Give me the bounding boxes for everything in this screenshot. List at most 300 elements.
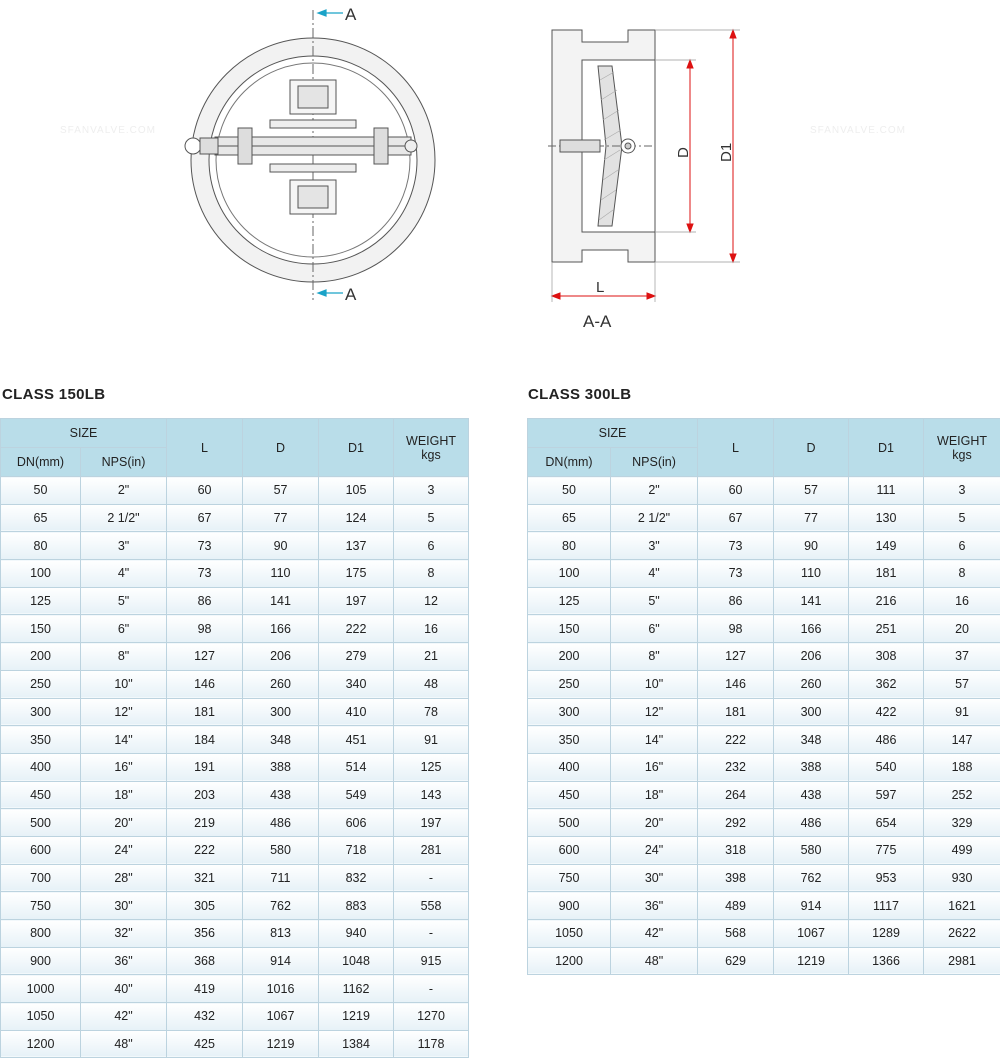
d-cell: 438 xyxy=(774,781,849,809)
nps-cell: 8" xyxy=(611,643,698,671)
nps-cell: 20" xyxy=(611,809,698,837)
d-cell: 1219 xyxy=(774,947,849,975)
d-cell: 762 xyxy=(774,864,849,892)
dn-cell: 750 xyxy=(528,864,611,892)
weight-label: WEIGHT xyxy=(394,434,468,448)
weight-cell: 78 xyxy=(394,698,469,726)
table-row xyxy=(1,920,469,948)
dn-cell: 400 xyxy=(1,753,81,781)
d-cell: 141 xyxy=(243,587,319,615)
dn-cell: 350 xyxy=(1,726,81,754)
dn-cell: 450 xyxy=(1,781,81,809)
d-cell: 711 xyxy=(243,864,319,892)
weight-cell: 8 xyxy=(924,560,1000,588)
weight-cell: 499 xyxy=(924,836,1000,864)
d1-cell: 597 xyxy=(849,781,924,809)
d-cell: 166 xyxy=(774,615,849,643)
table-row xyxy=(1,809,469,837)
table-row xyxy=(1,615,469,643)
weight-cell: 91 xyxy=(924,698,1000,726)
nps-cell: 42" xyxy=(611,920,698,948)
nps-cell: 28" xyxy=(81,864,167,892)
weight-cell: 16 xyxy=(394,615,469,643)
l-cell: 232 xyxy=(698,753,774,781)
section-view-caption: A-A xyxy=(583,312,612,331)
d1-cell: 130 xyxy=(849,504,924,532)
weight-cell: 37 xyxy=(924,643,1000,671)
watermark: SFANVALVE.COM xyxy=(810,125,906,136)
dn-cell: 900 xyxy=(1,947,81,975)
weight-header xyxy=(924,419,1000,477)
table-row xyxy=(528,670,1000,698)
nps-cell: 40" xyxy=(81,975,167,1003)
table-row xyxy=(1,836,469,864)
table-row xyxy=(1,947,469,975)
nps-cell: 5" xyxy=(81,587,167,615)
d1-cell: 422 xyxy=(849,698,924,726)
dn-cell: 450 xyxy=(528,781,611,809)
dn-cell: 1200 xyxy=(528,947,611,975)
table-row xyxy=(1,781,469,809)
l-cell: 67 xyxy=(167,504,243,532)
dn-cell: 100 xyxy=(528,560,611,588)
table-row xyxy=(528,892,1000,920)
d1-cell: 1384 xyxy=(319,1030,394,1058)
d1-cell: 718 xyxy=(319,836,394,864)
d1-cell: 775 xyxy=(849,836,924,864)
nps-cell: 20" xyxy=(81,809,167,837)
technical-drawings xyxy=(0,0,1000,340)
weight-cell: 147 xyxy=(924,726,1000,754)
d1-cell: 340 xyxy=(319,670,394,698)
dn-cell: 1200 xyxy=(1,1030,81,1058)
d-cell: 580 xyxy=(774,836,849,864)
weight-cell: 329 xyxy=(924,809,1000,837)
weight-cell: - xyxy=(394,975,469,1003)
l-cell: 419 xyxy=(167,975,243,1003)
d-cell: 1016 xyxy=(243,975,319,1003)
d1-cell: 410 xyxy=(319,698,394,726)
l-cell: 398 xyxy=(698,864,774,892)
d-cell: 914 xyxy=(243,947,319,975)
table-row xyxy=(528,587,1000,615)
d1-cell: 279 xyxy=(319,643,394,671)
d-cell: 141 xyxy=(774,587,849,615)
table-row xyxy=(1,477,469,505)
weight-cell: - xyxy=(394,864,469,892)
l-cell: 98 xyxy=(698,615,774,643)
weight-cell: 125 xyxy=(394,753,469,781)
l-cell: 98 xyxy=(167,615,243,643)
l-cell: 60 xyxy=(698,477,774,505)
d1-cell: 308 xyxy=(849,643,924,671)
l-cell: 368 xyxy=(167,947,243,975)
dn-cell: 700 xyxy=(1,864,81,892)
table-row xyxy=(1,1003,469,1031)
dn-cell: 65 xyxy=(528,504,611,532)
d-cell: 388 xyxy=(243,753,319,781)
dn-header: DN(mm) xyxy=(1,448,81,477)
d1-cell: 940 xyxy=(319,920,394,948)
nps-header: NPS(in) xyxy=(81,448,167,477)
l-cell: 264 xyxy=(698,781,774,809)
d1-cell: 124 xyxy=(319,504,394,532)
table-row xyxy=(528,698,1000,726)
nps-cell: 2 1/2" xyxy=(81,504,167,532)
table-row xyxy=(1,504,469,532)
weight-label: WEIGHT xyxy=(924,434,1000,448)
table-row xyxy=(528,560,1000,588)
d1-cell: 222 xyxy=(319,615,394,643)
weight-cell: 197 xyxy=(394,809,469,837)
dn-cell: 65 xyxy=(1,504,81,532)
nps-cell: 16" xyxy=(81,753,167,781)
nps-cell: 30" xyxy=(611,864,698,892)
d-cell: 206 xyxy=(774,643,849,671)
nps-cell: 2" xyxy=(611,477,698,505)
table-row xyxy=(1,698,469,726)
table-row xyxy=(528,726,1000,754)
nps-cell: 36" xyxy=(81,947,167,975)
l-cell: 629 xyxy=(698,947,774,975)
table-row xyxy=(528,809,1000,837)
l-cell: 86 xyxy=(167,587,243,615)
nps-cell: 12" xyxy=(611,698,698,726)
d1-cell: 1289 xyxy=(849,920,924,948)
table-row xyxy=(1,726,469,754)
d-cell: 1219 xyxy=(243,1030,319,1058)
weight-cell: 20 xyxy=(924,615,1000,643)
d-cell: 762 xyxy=(243,892,319,920)
d-cell: 486 xyxy=(243,809,319,837)
weight-cell: 930 xyxy=(924,864,1000,892)
nps-cell: 8" xyxy=(81,643,167,671)
d1-cell: 197 xyxy=(319,587,394,615)
d-cell: 166 xyxy=(243,615,319,643)
d1-cell: 654 xyxy=(849,809,924,837)
weight-cell: 3 xyxy=(394,477,469,505)
weight-cell: 558 xyxy=(394,892,469,920)
dn-cell: 250 xyxy=(1,670,81,698)
l-cell: 219 xyxy=(167,809,243,837)
dn-cell: 1050 xyxy=(528,920,611,948)
weight-cell: 1621 xyxy=(924,892,1000,920)
d-cell: 206 xyxy=(243,643,319,671)
weight-unit: kgs xyxy=(394,448,468,462)
dn-cell: 80 xyxy=(1,532,81,560)
nps-cell: 36" xyxy=(611,892,698,920)
nps-cell: 14" xyxy=(81,726,167,754)
dn-cell: 1000 xyxy=(1,975,81,1003)
d-cell: 438 xyxy=(243,781,319,809)
l-cell: 86 xyxy=(698,587,774,615)
dn-cell: 50 xyxy=(528,477,611,505)
class150-table xyxy=(0,418,469,1058)
weight-cell: 91 xyxy=(394,726,469,754)
dn-cell: 500 xyxy=(528,809,611,837)
nps-cell: 10" xyxy=(81,670,167,698)
weight-cell: 21 xyxy=(394,643,469,671)
table-row xyxy=(528,477,1000,505)
weight-unit: kgs xyxy=(924,448,1000,462)
l-cell: 60 xyxy=(167,477,243,505)
d1-cell: 111 xyxy=(849,477,924,505)
weight-cell: 188 xyxy=(924,753,1000,781)
l-cell: 305 xyxy=(167,892,243,920)
l-cell: 181 xyxy=(167,698,243,726)
d-cell: 580 xyxy=(243,836,319,864)
dn-cell: 150 xyxy=(1,615,81,643)
d1-cell: 1162 xyxy=(319,975,394,1003)
d1-header: D1 xyxy=(319,419,394,477)
d1-cell: 216 xyxy=(849,587,924,615)
weight-cell: 8 xyxy=(394,560,469,588)
dn-cell: 900 xyxy=(528,892,611,920)
dn-cell: 150 xyxy=(528,615,611,643)
section-marker-top: A xyxy=(345,5,357,24)
nps-cell: 42" xyxy=(81,1003,167,1031)
d1-cell: 1117 xyxy=(849,892,924,920)
weight-cell: 2981 xyxy=(924,947,1000,975)
class300-title: CLASS 300LB xyxy=(528,386,631,403)
dn-cell: 300 xyxy=(528,698,611,726)
dn-cell: 125 xyxy=(528,587,611,615)
weight-cell: 3 xyxy=(924,477,1000,505)
weight-cell: 252 xyxy=(924,781,1000,809)
nps-cell: 18" xyxy=(81,781,167,809)
l-cell: 146 xyxy=(698,670,774,698)
l-cell: 191 xyxy=(167,753,243,781)
front-view xyxy=(185,10,435,300)
dn-cell: 125 xyxy=(1,587,81,615)
weight-cell: 5 xyxy=(394,504,469,532)
d1-cell: 1048 xyxy=(319,947,394,975)
d1-cell: 486 xyxy=(849,726,924,754)
d1-cell: 540 xyxy=(849,753,924,781)
dn-cell: 80 xyxy=(528,532,611,560)
weight-cell: 1178 xyxy=(394,1030,469,1058)
l-cell: 73 xyxy=(167,560,243,588)
d1-cell: 105 xyxy=(319,477,394,505)
table-row xyxy=(1,975,469,1003)
dn-cell: 400 xyxy=(528,753,611,781)
d1-cell: 606 xyxy=(319,809,394,837)
d-cell: 388 xyxy=(774,753,849,781)
d-cell: 57 xyxy=(774,477,849,505)
dn-cell: 200 xyxy=(528,643,611,671)
weight-cell: 6 xyxy=(394,532,469,560)
weight-cell: 16 xyxy=(924,587,1000,615)
weight-cell: 281 xyxy=(394,836,469,864)
valve-drawing-svg xyxy=(0,0,1000,340)
nps-cell: 4" xyxy=(611,560,698,588)
d-header: D xyxy=(243,419,319,477)
size-header: SIZE xyxy=(528,419,698,448)
l-cell: 127 xyxy=(167,643,243,671)
d-header: D xyxy=(774,419,849,477)
table-row xyxy=(528,781,1000,809)
weight-cell: 57 xyxy=(924,670,1000,698)
class300-table xyxy=(527,418,1000,975)
nps-cell: 18" xyxy=(611,781,698,809)
size-header: SIZE xyxy=(1,419,167,448)
dn-cell: 300 xyxy=(1,698,81,726)
weight-header xyxy=(394,419,469,477)
table-row xyxy=(1,670,469,698)
weight-cell: 12 xyxy=(394,587,469,615)
section-view xyxy=(548,30,655,262)
dn-cell: 500 xyxy=(1,809,81,837)
d-cell: 77 xyxy=(243,504,319,532)
l-cell: 181 xyxy=(698,698,774,726)
l-cell: 318 xyxy=(698,836,774,864)
nps-cell: 48" xyxy=(611,947,698,975)
d-cell: 348 xyxy=(774,726,849,754)
table-row xyxy=(528,864,1000,892)
dn-cell: 100 xyxy=(1,560,81,588)
dn-cell: 200 xyxy=(1,643,81,671)
nps-cell: 14" xyxy=(611,726,698,754)
nps-cell: 2" xyxy=(81,477,167,505)
nps-cell: 3" xyxy=(611,532,698,560)
nps-cell: 12" xyxy=(81,698,167,726)
watermark: SFANVALVE.COM xyxy=(60,125,156,136)
nps-cell: 24" xyxy=(611,836,698,864)
dn-cell: 50 xyxy=(1,477,81,505)
d1-cell: 251 xyxy=(849,615,924,643)
d1-cell: 883 xyxy=(319,892,394,920)
section-marker-bottom: A xyxy=(345,285,357,304)
d-cell: 77 xyxy=(774,504,849,532)
d1-cell: 953 xyxy=(849,864,924,892)
d-cell: 57 xyxy=(243,477,319,505)
table-row xyxy=(528,753,1000,781)
table-row xyxy=(528,947,1000,975)
l-cell: 321 xyxy=(167,864,243,892)
table-row xyxy=(1,864,469,892)
nps-cell: 32" xyxy=(81,920,167,948)
dn-cell: 350 xyxy=(528,726,611,754)
dn-header: DN(mm) xyxy=(528,448,611,477)
dim-L-label: L xyxy=(596,279,604,296)
weight-cell: - xyxy=(394,920,469,948)
l-cell: 203 xyxy=(167,781,243,809)
table-row xyxy=(1,532,469,560)
d-cell: 914 xyxy=(774,892,849,920)
table-row xyxy=(528,504,1000,532)
l-cell: 222 xyxy=(167,836,243,864)
l-cell: 489 xyxy=(698,892,774,920)
dn-cell: 600 xyxy=(1,836,81,864)
nps-cell: 30" xyxy=(81,892,167,920)
d-cell: 260 xyxy=(243,670,319,698)
weight-cell: 1270 xyxy=(394,1003,469,1031)
d1-cell: 181 xyxy=(849,560,924,588)
d-cell: 1067 xyxy=(774,920,849,948)
d1-cell: 137 xyxy=(319,532,394,560)
dim-D-label: D xyxy=(675,147,692,158)
d1-cell: 549 xyxy=(319,781,394,809)
nps-cell: 16" xyxy=(611,753,698,781)
nps-header: NPS(in) xyxy=(611,448,698,477)
d-cell: 300 xyxy=(774,698,849,726)
table-row xyxy=(1,892,469,920)
table-row xyxy=(1,643,469,671)
class150-title: CLASS 150LB xyxy=(2,386,105,403)
d-cell: 110 xyxy=(774,560,849,588)
nps-cell: 10" xyxy=(611,670,698,698)
dim-D1-label: D1 xyxy=(718,143,735,162)
d1-cell: 451 xyxy=(319,726,394,754)
l-cell: 127 xyxy=(698,643,774,671)
d-cell: 813 xyxy=(243,920,319,948)
weight-cell: 5 xyxy=(924,504,1000,532)
nps-cell: 3" xyxy=(81,532,167,560)
weight-cell: 6 xyxy=(924,532,1000,560)
l-cell: 425 xyxy=(167,1030,243,1058)
d-cell: 260 xyxy=(774,670,849,698)
nps-cell: 24" xyxy=(81,836,167,864)
table-row xyxy=(1,1030,469,1058)
d1-cell: 149 xyxy=(849,532,924,560)
d-cell: 90 xyxy=(774,532,849,560)
weight-cell: 48 xyxy=(394,670,469,698)
d-cell: 486 xyxy=(774,809,849,837)
l-cell: 356 xyxy=(167,920,243,948)
l-cell: 568 xyxy=(698,920,774,948)
dn-cell: 250 xyxy=(528,670,611,698)
nps-cell: 5" xyxy=(611,587,698,615)
l-cell: 432 xyxy=(167,1003,243,1031)
table-row xyxy=(528,836,1000,864)
l-cell: 73 xyxy=(167,532,243,560)
dn-cell: 750 xyxy=(1,892,81,920)
l-cell: 292 xyxy=(698,809,774,837)
weight-cell: 915 xyxy=(394,947,469,975)
d-cell: 90 xyxy=(243,532,319,560)
d1-cell: 832 xyxy=(319,864,394,892)
d1-cell: 514 xyxy=(319,753,394,781)
l-cell: 184 xyxy=(167,726,243,754)
d-cell: 1067 xyxy=(243,1003,319,1031)
l-header: L xyxy=(698,419,774,477)
l-cell: 73 xyxy=(698,560,774,588)
table-row xyxy=(1,587,469,615)
d1-cell: 1219 xyxy=(319,1003,394,1031)
d-cell: 300 xyxy=(243,698,319,726)
table-row xyxy=(528,920,1000,948)
table-row xyxy=(528,643,1000,671)
nps-cell: 4" xyxy=(81,560,167,588)
nps-cell: 6" xyxy=(611,615,698,643)
d1-cell: 362 xyxy=(849,670,924,698)
l-cell: 146 xyxy=(167,670,243,698)
l-cell: 222 xyxy=(698,726,774,754)
l-cell: 73 xyxy=(698,532,774,560)
l-header: L xyxy=(167,419,243,477)
nps-cell: 6" xyxy=(81,615,167,643)
table-row xyxy=(528,615,1000,643)
weight-cell: 2622 xyxy=(924,920,1000,948)
weight-cell: 143 xyxy=(394,781,469,809)
d-cell: 110 xyxy=(243,560,319,588)
d1-cell: 1366 xyxy=(849,947,924,975)
nps-cell: 48" xyxy=(81,1030,167,1058)
table-row xyxy=(1,753,469,781)
d1-cell: 175 xyxy=(319,560,394,588)
dn-cell: 600 xyxy=(528,836,611,864)
d-cell: 348 xyxy=(243,726,319,754)
